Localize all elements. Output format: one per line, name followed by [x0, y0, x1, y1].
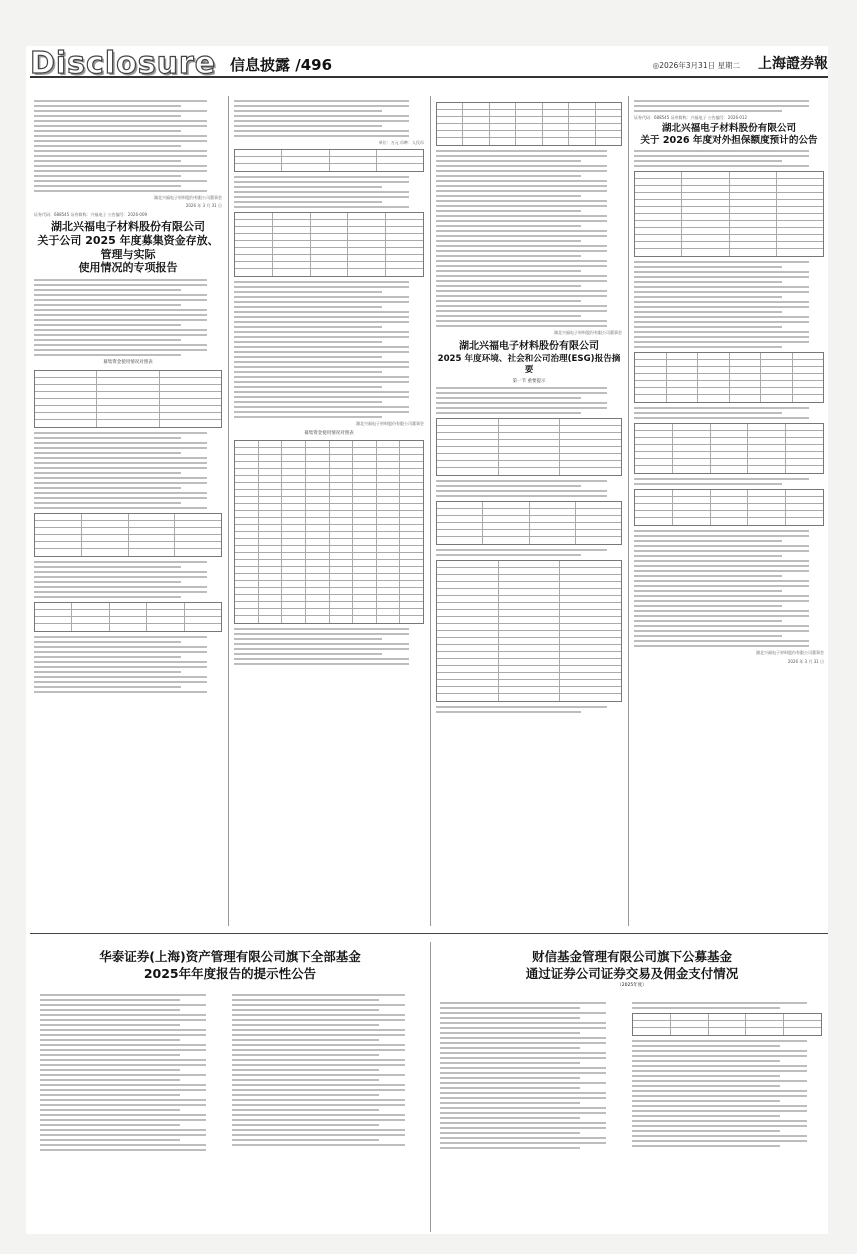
masthead: [30, 46, 828, 81]
column-divider: [430, 96, 431, 926]
fund-notice-title-line: 2025年年度报告的提示性公告: [143, 966, 317, 981]
section-title: 信息披露 /496: [230, 56, 333, 74]
fund-list-right: [232, 992, 420, 1149]
commission-text-right: [632, 1000, 822, 1150]
section-divider: [30, 933, 828, 934]
data-table: [34, 370, 222, 428]
table-caption: 募集资金使用情况对照表: [304, 430, 354, 436]
commission-notice-title: [440, 948, 824, 989]
article-title: 关于公司 2025 年度募集资金存放、管理与实际: [37, 233, 219, 261]
signature: 湖北兴福电子材料股份有限公司董事会: [756, 650, 824, 656]
column-1: [34, 98, 222, 928]
column-divider: [430, 942, 431, 1232]
data-table: [34, 513, 222, 557]
data-table: [436, 501, 622, 545]
article-title: 湖北兴福电子材料股份有限公司: [459, 341, 599, 353]
data-table: [634, 489, 824, 526]
table-unit: 单位：万元 币种：人民币: [378, 140, 424, 145]
signature: 湖北兴福电子材料股份有限公司董事会: [154, 195, 222, 200]
table-caption: 募集资金使用情况对照表: [103, 360, 153, 366]
article-code-line: 证券代码：688545 证券简称：兴福电子 公告编号：2026-012: [634, 115, 748, 120]
data-table: [234, 149, 424, 172]
signature: 湖北兴福电子材料股份有限公司董事会: [554, 330, 622, 335]
signature-date: 2026 年 3 月 31 日: [787, 658, 824, 664]
section-heading: 第一节 重要提示: [512, 379, 546, 385]
signature-date: 2026 年 3 月 31 日: [185, 203, 222, 209]
column-3: [436, 98, 622, 928]
signature: 湖北兴福电子材料股份有限公司董事会: [356, 421, 424, 427]
fund-notice-title-line: 华泰证券(上海)资产管理有限公司旗下全部基金: [99, 949, 361, 964]
article-code-line: 证券代码：688545 证券简称：兴福电子 公告编号：2026-009: [34, 211, 148, 217]
data-table: [34, 602, 222, 632]
column-4: [634, 98, 824, 928]
column-divider: [628, 96, 629, 926]
column-2: [234, 98, 424, 928]
data-table: [234, 440, 424, 624]
article-title: 湖北兴福电子材料股份有限公司: [51, 220, 205, 234]
fund-list-left: [40, 992, 220, 1154]
commission-notice-title-line: 通过证券公司证券交易及佣金支付情况: [525, 966, 739, 981]
data-table: [234, 212, 424, 277]
commission-table: [632, 1013, 822, 1036]
commission-text-left: [440, 1000, 620, 1152]
paper-name: 上海證券報: [758, 56, 828, 72]
data-table: [634, 423, 824, 474]
fund-notice-title: [40, 948, 420, 982]
article-title: 关于 2026 年度对外担保额度预计的公告: [640, 135, 818, 147]
data-table: [634, 352, 824, 403]
data-table: [436, 102, 622, 146]
commission-notice-title-line: 财信基金管理有限公司旗下公募基金: [531, 949, 732, 964]
article-title: 湖北兴福电子材料股份有限公司: [661, 123, 797, 135]
commission-notice-subtitle: （2025年度）: [617, 983, 647, 988]
column-divider: [228, 96, 229, 926]
data-table: [436, 560, 622, 702]
article-title: 2025 年度环境、社会和公司治理(ESG)报告摘要: [437, 353, 621, 375]
disclosure-logo: Disclosure: [30, 46, 217, 81]
article-title: 使用情况的专项报告: [78, 261, 178, 275]
data-table: [634, 171, 824, 257]
data-table: [436, 418, 622, 476]
issue-date: ◎2026年3月31日 星期二: [652, 61, 740, 70]
